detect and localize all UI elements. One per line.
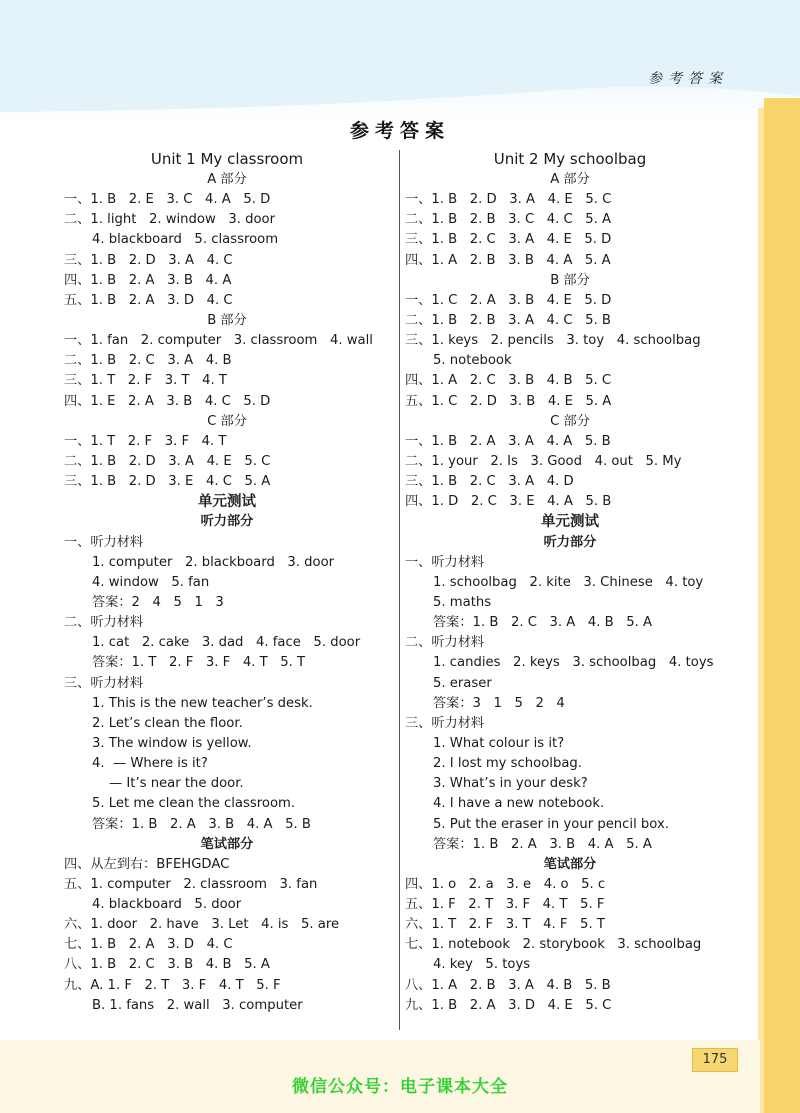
answer-line: 三、1. T 2. F 3. T 4. T bbox=[64, 373, 227, 389]
answer-line: 二、1. B 2. B 3. C 4. C 5. A bbox=[405, 212, 612, 228]
answer-line: 听力部分 bbox=[200, 514, 254, 530]
answer-line: 五、1. B 2. A 3. D 4. C bbox=[64, 292, 233, 308]
right-edge-strip bbox=[764, 98, 800, 1113]
page-number: 175 bbox=[692, 1048, 738, 1072]
answer-line: 听力部分 bbox=[543, 534, 597, 550]
answer-line: — It’s near the door. bbox=[109, 776, 244, 792]
answer-line: 三、1. keys 2. pencils 3. toy 4. schoolbag bbox=[405, 333, 701, 349]
answer-line: 四、1. E 2. A 3. B 4. C 5. D bbox=[64, 393, 271, 409]
answer-line: 一、1. B 2. A 3. A 4. A 5. B bbox=[405, 433, 611, 449]
answer-line: 一、1. B 2. D 3. A 4. E 5. C bbox=[405, 192, 612, 208]
header-label: 参考答案 bbox=[648, 71, 728, 87]
answer-line: 5. notebook bbox=[433, 353, 512, 369]
answer-line: 1. candies 2. keys 3. schoolbag 4. toys bbox=[433, 655, 714, 671]
answer-line: 单元测试 bbox=[198, 494, 256, 511]
answer-line: 5. maths bbox=[433, 594, 492, 610]
answer-line: 七、1. notebook 2. storybook 3. schoolbag bbox=[405, 937, 702, 953]
answer-line: 4. I have a new notebook. bbox=[433, 796, 605, 812]
answer-line: A 部分 bbox=[550, 172, 590, 187]
watermark: 微信公众号：电子课本大全 bbox=[292, 1077, 508, 1097]
answer-line: 一、1. B 2. E 3. C 4. A 5. D bbox=[64, 192, 271, 208]
answer-line: 一、1. fan 2. computer 3. classroom 4. wall bbox=[64, 333, 373, 349]
answer-line: C 部分 bbox=[207, 413, 247, 429]
answer-line: 三、1. B 2. C 3. A 4. E 5. D bbox=[405, 232, 612, 248]
answer-line: 二、1. B 2. D 3. A 4. E 5. C bbox=[64, 453, 271, 469]
answer-line: 1. What colour is it? bbox=[433, 735, 565, 751]
answer-line: 1. computer 2. blackboard 3. door bbox=[92, 554, 335, 570]
answer-line: 5. eraser bbox=[433, 675, 492, 691]
answer-line: 五、1. C 2. D 3. B 4. E 5. A bbox=[405, 393, 612, 409]
answer-line: 四、1. o 2. a 3. e 4. o 5. c bbox=[405, 876, 606, 892]
answer-line: 二、1. your 2. Is 3. Good 4. out 5. My bbox=[405, 453, 682, 469]
right-edge-strip-inner bbox=[758, 108, 764, 1113]
answer-line: B 部分 bbox=[550, 272, 590, 288]
answer-line: 八、1. A 2. B 3. A 4. B 5. B bbox=[405, 977, 611, 993]
answer-line: 5. Put the eraser in your pencil box. bbox=[433, 816, 669, 832]
answer-lines bbox=[405, 170, 735, 1016]
answer-line: 四、1. A 2. C 3. B 4. B 5. C bbox=[405, 373, 612, 389]
answer-line: 五、1. F 2. T 3. F 4. T 5. F bbox=[405, 897, 605, 913]
unit-title: Unit 1 My classroom bbox=[150, 150, 304, 168]
answer-line: 二、1. light 2. window 3. door bbox=[64, 212, 276, 228]
answer-line: 九、1. B 2. A 3. D 4. E 5. C bbox=[405, 997, 612, 1013]
answer-line: 4. blackboard 5. classroom bbox=[92, 232, 279, 248]
answer-line: 3. The window is yellow. bbox=[92, 735, 252, 751]
answer-line: 答案：1. B 2. C 3. A 4. B 5. A bbox=[433, 615, 653, 631]
answer-line: 答案：1. T 2. F 3. F 4. T 5. T bbox=[92, 655, 306, 671]
answer-line: 九、A. 1. F 2. T 3. F 4. T 5. F bbox=[64, 977, 281, 993]
column-divider bbox=[399, 150, 400, 1030]
answer-lines bbox=[64, 170, 390, 1016]
answer-line: 4. — Where is it? bbox=[92, 756, 208, 772]
answer-line: 七、1. B 2. A 3. D 4. C bbox=[64, 937, 233, 953]
answer-line: B 部分 bbox=[207, 312, 247, 328]
answer-line: 四、1. B 2. A 3. B 4. A bbox=[64, 272, 232, 288]
answer-line: 八、1. B 2. C 3. B 4. B 5. A bbox=[64, 957, 270, 973]
answer-line: 1. cat 2. cake 3. dad 4. face 5. door bbox=[92, 635, 361, 651]
answer-line: B. 1. fans 2. wall 3. computer bbox=[92, 997, 303, 1013]
answer-line: 一、1. T 2. F 3. F 4. T bbox=[64, 433, 227, 449]
answer-line: 四、1. D 2. C 3. E 4. A 5. B bbox=[405, 494, 612, 510]
left-column bbox=[64, 149, 390, 1016]
answer-line: 六、1. door 2. have 3. Let 4. is 5. are bbox=[64, 917, 340, 933]
answer-line: 单元测试 bbox=[541, 514, 599, 531]
answer-line: 2. Let’s clean the floor. bbox=[92, 715, 243, 731]
answer-line: 1. schoolbag 2. kite 3. Chinese 4. toy bbox=[433, 574, 704, 590]
answer-line: 4. key 5. toys bbox=[433, 957, 531, 973]
answer-line: 二、听力材料 bbox=[64, 615, 144, 631]
right-column bbox=[405, 149, 735, 1016]
answer-line: 笔试部分 bbox=[200, 836, 254, 852]
answer-line: 答案：3 1 5 2 4 bbox=[433, 695, 565, 711]
answer-line: 二、1. B 2. B 3. A 4. C 5. B bbox=[405, 312, 611, 328]
answer-line: 五、1. computer 2. classroom 3. fan bbox=[64, 876, 318, 892]
answer-line: 笔试部分 bbox=[543, 856, 597, 872]
answer-line: 5. Let me clean the classroom. bbox=[92, 796, 296, 812]
answer-line: 三、听力材料 bbox=[64, 675, 144, 691]
answer-line: 2. I lost my schoolbag. bbox=[433, 756, 582, 772]
answer-line: A 部分 bbox=[207, 172, 247, 187]
answer-line: 一、听力材料 bbox=[64, 534, 144, 550]
answer-line: 四、1. A 2. B 3. B 4. A 5. A bbox=[405, 252, 611, 268]
answer-line: 二、1. B 2. C 3. A 4. B bbox=[64, 353, 232, 369]
answer-line: 答案：2 4 5 1 3 bbox=[92, 594, 224, 610]
answer-line: 三、1. B 2. D 3. A 4. C bbox=[64, 252, 233, 268]
answer-line: 答案：1. B 2. A 3. B 4. A 5. A bbox=[433, 836, 652, 852]
answer-line: 4. window 5. fan bbox=[92, 574, 210, 590]
answer-line: 1. This is the new teacher’s desk. bbox=[92, 695, 313, 711]
unit-title: Unit 2 My schoolbag bbox=[493, 150, 647, 168]
answer-line: 一、听力材料 bbox=[405, 554, 485, 570]
answer-line: 4. blackboard 5. door bbox=[92, 897, 242, 913]
answer-line: 二、听力材料 bbox=[405, 635, 485, 651]
header-curve bbox=[0, 0, 800, 130]
answer-line: 三、听力材料 bbox=[405, 715, 485, 731]
answer-line: 答案：1. B 2. A 3. B 4. A 5. B bbox=[92, 816, 311, 832]
answer-line: 3. What’s in your desk? bbox=[433, 776, 588, 792]
answer-line: 三、1. B 2. D 3. E 4. C 5. A bbox=[64, 474, 271, 490]
answer-line: 一、1. C 2. A 3. B 4. E 5. D bbox=[405, 292, 612, 308]
answer-line: 三、1. B 2. C 3. A 4. D bbox=[405, 474, 574, 490]
answer-line: 六、1. T 2. F 3. T 4. F 5. T bbox=[405, 917, 605, 933]
page-title: 参考答案 bbox=[349, 120, 450, 142]
answer-line: C 部分 bbox=[550, 413, 590, 429]
answer-line: 四、从左到右：BFEHGDAC bbox=[64, 856, 230, 872]
